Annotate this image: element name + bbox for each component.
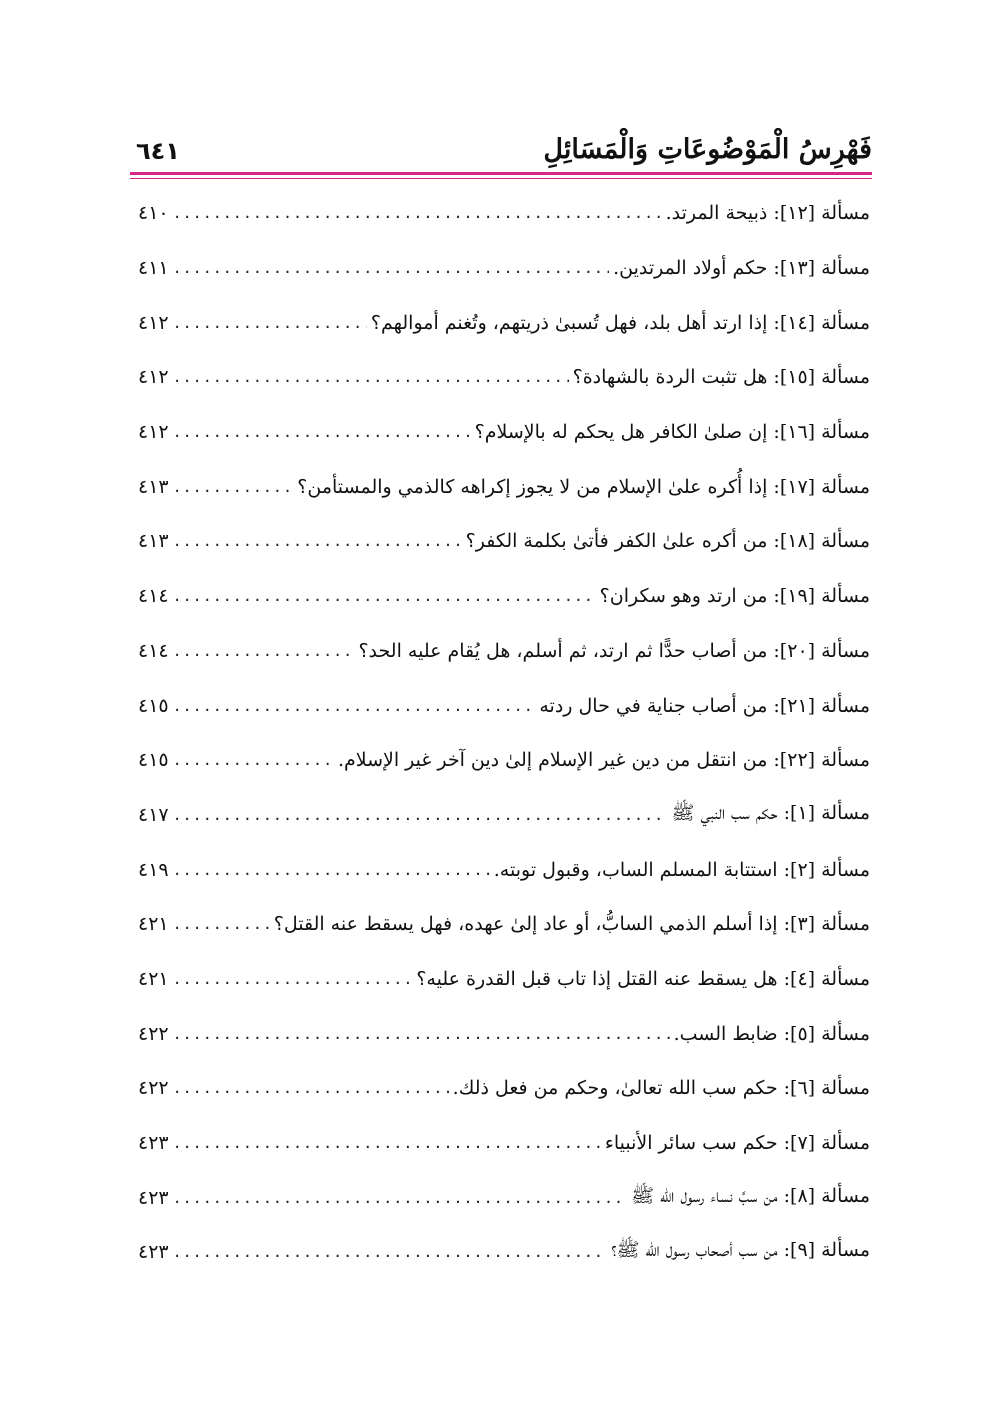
toc-entry-text: مسألة [٢١]: من أصاب جناية في حال ردته — [539, 694, 870, 717]
toc-leader-dots — [173, 587, 596, 605]
toc-list — [138, 186, 870, 1280]
toc-entry-text: مسألة [٦]: حكم سب الله تعالىٰ، وحكم من فعل ذلك. — [452, 1077, 870, 1100]
toc-leader-dots — [173, 532, 462, 550]
toc-entry — [138, 350, 870, 405]
toc-entry-page: ٤١٢ — [138, 311, 169, 334]
toc-leader-dots — [173, 314, 367, 332]
toc-entry-text: مسألة [٢٠]: من أصاب حدًّا ثم ارتد، ثم أسلم، هل يُقام عليه الحد؟ — [358, 639, 870, 662]
toc-entry — [138, 952, 870, 1007]
toc-entry — [138, 1061, 870, 1116]
toc-leader-dots — [173, 368, 569, 386]
toc-entry-page: ٤١٢ — [138, 421, 169, 444]
toc-entry-page: ٤١٧ — [138, 803, 169, 826]
toc-entry — [138, 569, 870, 624]
toc-entry-text: مسألة [٢٢]: من انتقل من دين غير الإسلام إلىٰ دين آخر غير الإسلام. — [337, 749, 870, 772]
toc-leader-dots — [173, 642, 355, 660]
toc-entry-page: ٤١١ — [138, 257, 169, 280]
toc-leader-dots — [173, 1134, 601, 1152]
toc-entry — [138, 1116, 870, 1171]
toc-entry-page: ٤١٤ — [138, 639, 169, 662]
toc-entry-page: ٤٢٣ — [138, 1241, 169, 1264]
toc-entry-page: ٤١٢ — [138, 366, 169, 389]
toc-entry-text: مسألة [٨]: من سبَّ نساء رسول الله ﷺ — [631, 1184, 870, 1207]
toc-entry — [138, 186, 870, 241]
toc-entry-page: ٤١٤ — [138, 585, 169, 608]
toc-entry-page: ٤١٩ — [138, 858, 169, 881]
running-header — [136, 118, 872, 166]
toc-entry-text: مسألة [٧]: حكم سب سائر الأنبياء — [604, 1132, 870, 1155]
toc-leader-dots — [173, 697, 536, 715]
toc-entry-text: مسألة [٢]: استتابة المسلم الساب، وقبول توبته. — [493, 858, 870, 881]
toc-entry-text: مسألة [١٥]: هل تثبت الردة بالشهادة؟ — [572, 366, 870, 389]
toc-entry-page: ٤٢١ — [138, 913, 169, 936]
toc-entry — [138, 459, 870, 514]
toc-entry-page: ٤٢١ — [138, 967, 169, 990]
toc-entry-text: مسألة [١٨]: من أكره علىٰ الكفر فأتىٰ بكلمة الكفر؟ — [465, 530, 870, 553]
toc-entry — [138, 405, 870, 460]
toc-entry-text: مسألة [٩]: من سب أصحاب رسول الله ﷺ؟ — [611, 1239, 870, 1262]
toc-entry — [138, 733, 870, 788]
toc-leader-dots — [173, 1243, 608, 1261]
toc-entry-text: مسألة [١٧]: إذا أُكره علىٰ الإسلام من لا يجوز إكراهه كالذمي والمستأمن؟ — [297, 475, 870, 498]
toc-leader-dots — [173, 861, 490, 879]
toc-entry-page: ٤١٣ — [138, 530, 169, 553]
toc-entry — [138, 788, 870, 843]
toc-entry — [138, 295, 870, 350]
toc-leader-dots — [173, 1079, 449, 1097]
toc-entry-text: مسألة [١٢]: ذبيحة المرتد. — [665, 202, 870, 225]
header-page-number: ٦٤١ — [136, 137, 180, 166]
toc-leader-dots — [173, 259, 609, 277]
toc-entry-page: ٤٢٢ — [138, 1077, 169, 1100]
toc-leader-dots — [173, 1189, 628, 1207]
toc-entry-page: ٤١٥ — [138, 694, 169, 717]
toc-entry — [138, 1170, 870, 1225]
toc-entry-text: مسألة [١]: حكم سب النبي ﷺ — [671, 801, 870, 824]
toc-entry — [138, 842, 870, 897]
toc-entry-page: ٤٢٣ — [138, 1186, 169, 1209]
toc-entry-text: مسألة [٣]: إذا أسلم الذمي السابُّ، أو عاد إلىٰ عهده، فهل يسقط عنه القتل؟ — [273, 913, 870, 936]
toc-entry-page: ٤١٥ — [138, 749, 169, 772]
toc-entry — [138, 897, 870, 952]
toc-entry-text: مسألة [١٤]: إذا ارتد أهل بلد، فهل تُسبىٰ ذريتهم، وتُغنم أموالهم؟ — [370, 311, 870, 334]
toc-entry-text: مسألة [١٣]: حكم أولاد المرتدين. — [613, 257, 870, 280]
toc-leader-dots — [173, 970, 413, 988]
toc-entry — [138, 1225, 870, 1280]
toc-leader-dots — [173, 423, 471, 441]
toc-entry — [138, 624, 870, 679]
toc-entry-page: ٤٢٢ — [138, 1022, 169, 1045]
toc-leader-dots — [173, 751, 334, 769]
toc-entry — [138, 678, 870, 733]
toc-entry — [138, 514, 870, 569]
toc-leader-dots — [173, 806, 668, 824]
toc-entry — [138, 1006, 870, 1061]
toc-leader-dots — [173, 204, 662, 222]
header-rule-thin — [130, 178, 872, 179]
toc-entry-page: ٤٢٣ — [138, 1132, 169, 1155]
toc-entry-text: مسألة [٤]: هل يسقط عنه القتل إذا تاب قبل القدرة عليه؟ — [416, 967, 870, 990]
toc-leader-dots — [173, 478, 294, 496]
toc-entry-text: مسألة [٥]: ضابط السب. — [673, 1022, 870, 1045]
toc-entry-page: ٤١٣ — [138, 475, 169, 498]
toc-entry — [138, 241, 870, 296]
toc-leader-dots — [173, 915, 270, 933]
toc-entry-text: مسألة [١٩]: من ارتد وهو سكران؟ — [599, 585, 870, 608]
toc-leader-dots — [173, 1025, 670, 1043]
toc-entry-page: ٤١٠ — [138, 202, 169, 225]
header-rule-thick — [130, 172, 872, 175]
toc-entry-text: مسألة [١٦]: إن صلىٰ الكافر هل يحكم له بالإسلام؟ — [474, 421, 870, 444]
header-title: فَهْرِسُ الْمَوْضُوعَاتِ وَالْمَسَائِلِ — [543, 133, 872, 165]
